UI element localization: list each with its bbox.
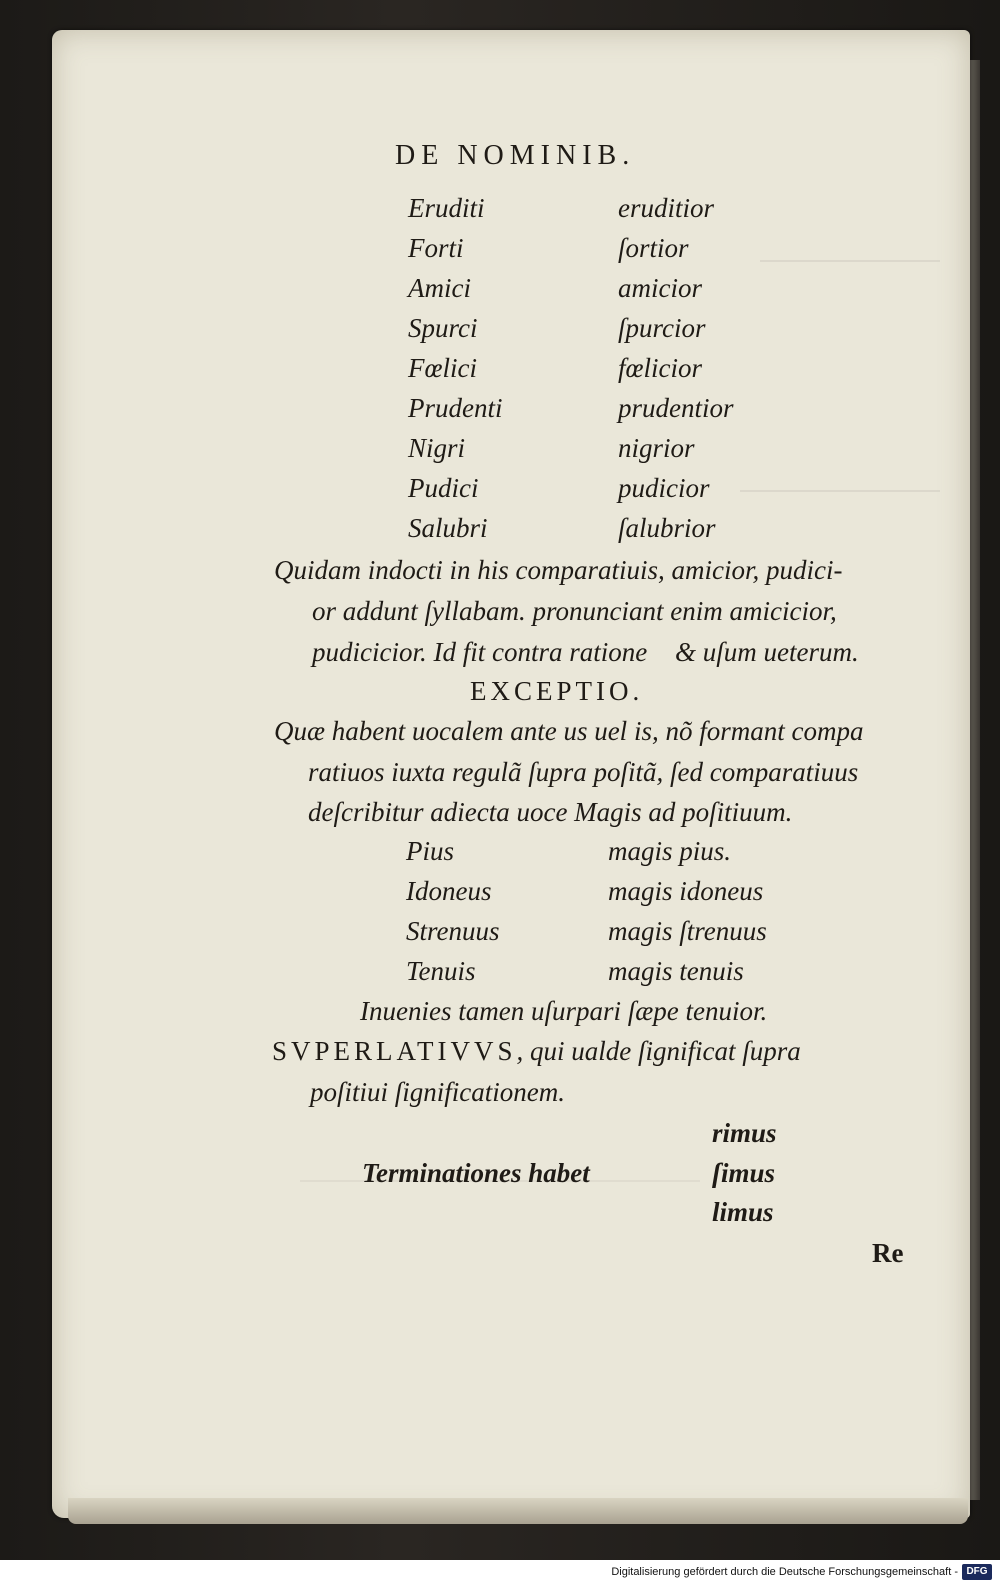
word-positive: Prudenti (408, 393, 503, 423)
paragraph-line: deſcribitur adiecta uoce Magis ad poſitiuum. (308, 797, 793, 827)
word-magis: magis tenuis (608, 956, 744, 986)
paragraph-line: pudicicior. Id fit contra ratione᷑ & uſum ueterum. (312, 637, 859, 667)
section-heading-exceptio: EXCEPTIO. (470, 676, 644, 706)
paragraph-line: Quæ habent uocalem ante us uel is, nõ formant compa (274, 716, 864, 746)
word-positive: Salubri (408, 513, 488, 543)
catchword: Re (872, 1238, 904, 1268)
paragraph-line: Quidam indocti in his comparatiuis, amicior, pudici- (274, 555, 843, 585)
termination-suffix: limus (712, 1197, 774, 1227)
word-positive: Tenuis (406, 956, 476, 986)
word-comparative: eruditior (618, 193, 715, 223)
paragraph-line: poſitiui ſignificationem. (310, 1077, 565, 1107)
word-comparative: ſalubrior (618, 513, 716, 543)
word-positive: Forti (408, 233, 464, 263)
word-positive: Strenuus (406, 916, 500, 946)
word-comparative: prudentior (618, 393, 734, 423)
paragraph-line: or addunt ſyllabam. pronunciant enim amicicior, (312, 596, 837, 626)
paragraph-line: ratiuos iuxta regulã ſupra poſitã, ſed comparatiuus (308, 757, 859, 787)
terminations-label: Terminationes habet (362, 1158, 590, 1188)
dfg-logo-icon: DFG (962, 1564, 992, 1580)
word-comparative: fœlicior (618, 353, 703, 383)
word-positive: Nigri (408, 433, 466, 463)
word-comparative: amicior (618, 273, 702, 303)
word-positive: Amici (408, 273, 471, 303)
word-positive: Idoneus (406, 876, 492, 906)
word-magis: magis pius. (608, 836, 732, 866)
word-positive: Pudici (408, 473, 479, 503)
note-tenuior: Inuenies tamen uſurpari ſæpe tenuior. (360, 996, 768, 1026)
word-comparative: ſpurcior (618, 313, 706, 343)
word-comparative: nigrior (618, 433, 695, 463)
word-comparative: ſortior (618, 233, 689, 263)
footer-credit: Digitalisierung gefördert durch die Deutsche Forschungsgemeinschaft - (611, 1566, 958, 1578)
word-positive: Eruditi (408, 193, 485, 223)
termination-suffix: rimus (712, 1118, 777, 1148)
term-superlativus: SVPERLATIVVS (272, 1036, 517, 1066)
superlativus-definition: , qui ualde ſignificat ſupra (516, 1036, 801, 1066)
word-magis: magis idoneus (608, 876, 764, 906)
word-comparative: pudicior (618, 473, 710, 503)
termination-suffix: ſimus (712, 1158, 776, 1188)
word-positive: Pius (406, 836, 455, 866)
running-head: DE NOMINIB. (395, 140, 636, 171)
word-positive: Spurci (408, 313, 478, 343)
word-positive: Fœlici (408, 353, 477, 383)
word-magis: magis ſtrenuus (608, 916, 767, 946)
page-bottom-edge (68, 1498, 968, 1524)
